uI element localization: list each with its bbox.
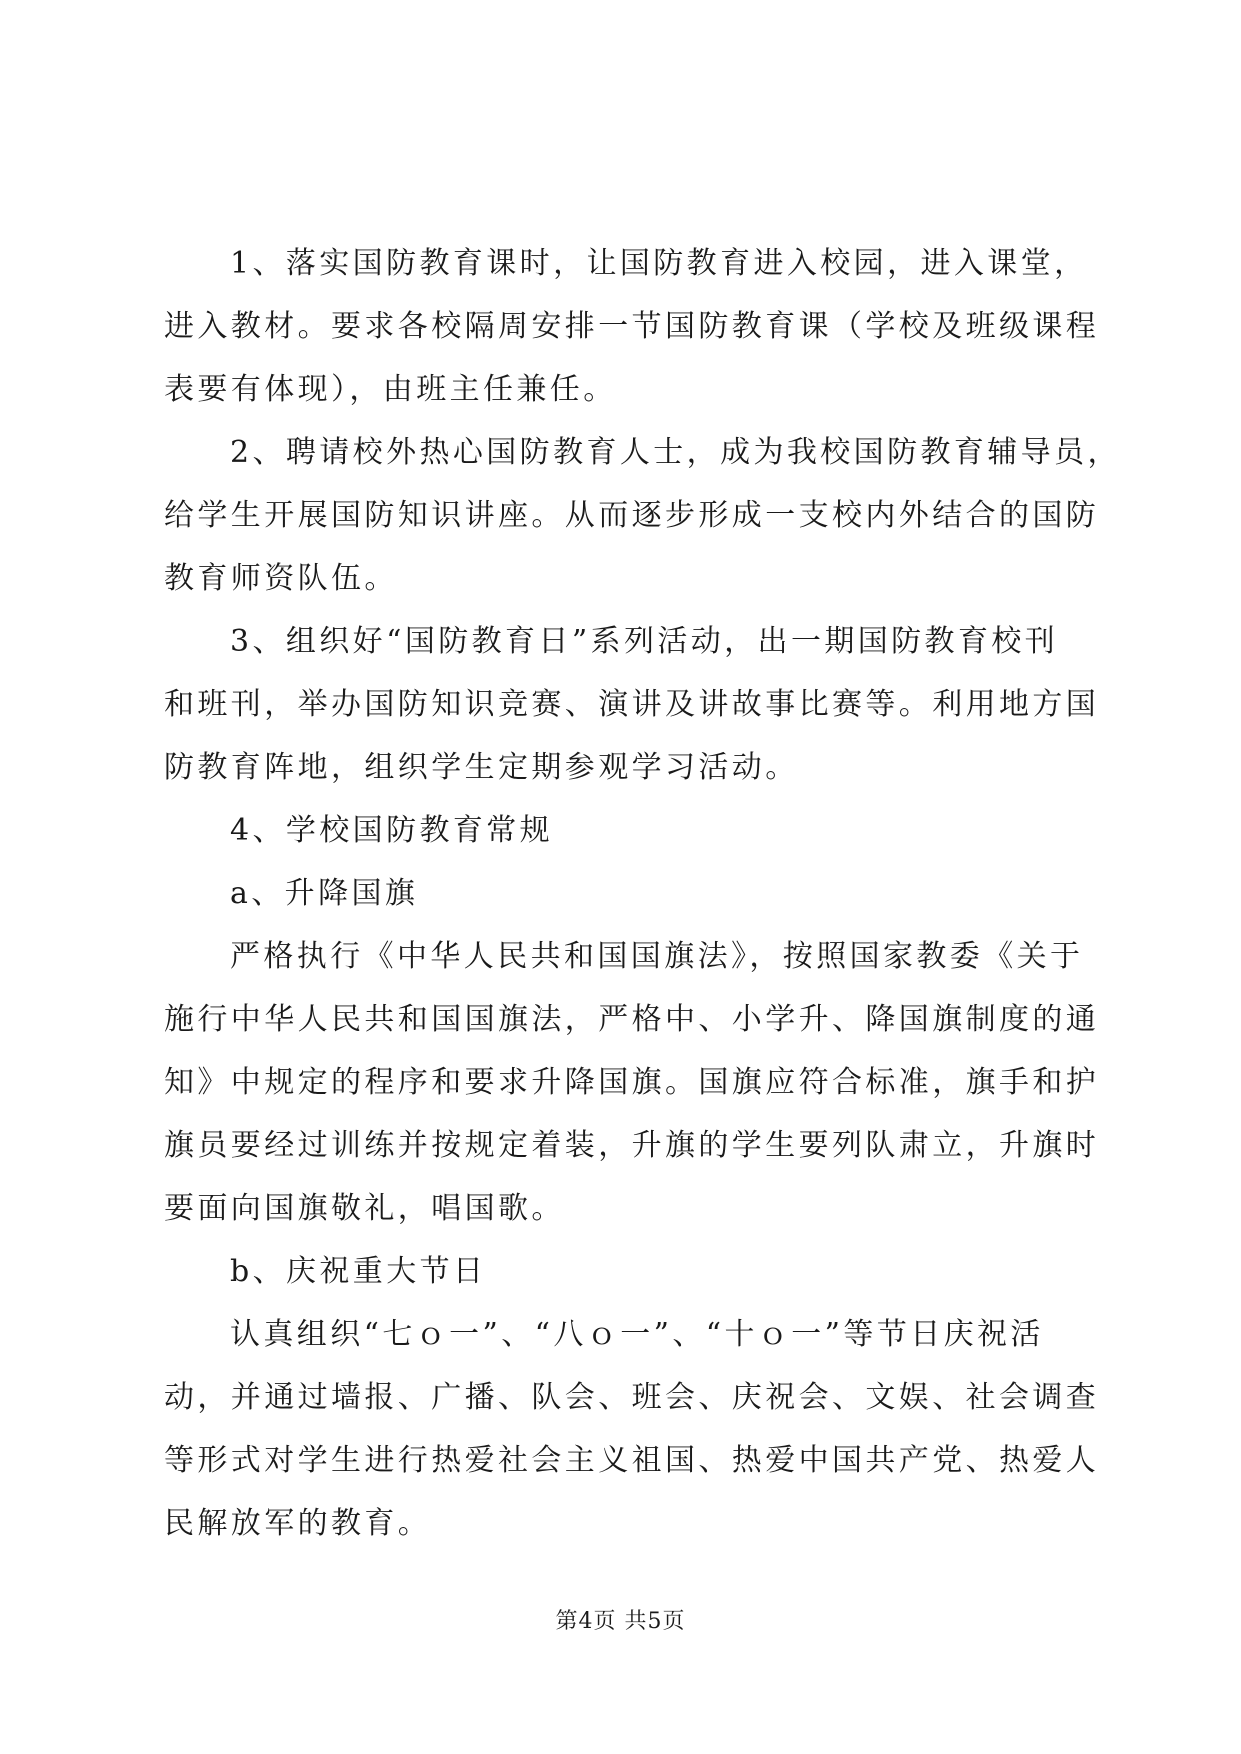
paragraph-line: 给学生开展国防知识讲座。从而逐步形成一支校内外结合的国防 [164, 498, 1100, 533]
paragraph-line: 知》中规定的程序和要求升降国旗。国旗应符合标准，旗手和护 [164, 1065, 1100, 1100]
paragraph-2 [164, 421, 1121, 610]
paragraph-line: 施行中华人民共和国国旗法，严格中、小学升、降国旗制度的通 [164, 1002, 1100, 1037]
paragraph-line: 表要有体现），由班主任兼任。 [164, 372, 617, 407]
paragraph-line: 教育师资队伍。 [164, 561, 398, 596]
subsection-heading-a [164, 862, 1084, 925]
paragraph-line: 民解放军的教育。 [164, 1506, 432, 1541]
paragraph-flag-raising [164, 925, 1100, 1240]
paragraph-3 [164, 610, 1100, 799]
section-heading-4 [164, 799, 1084, 862]
heading-line: b、庆祝重大节日 [230, 1254, 487, 1289]
paragraph-line: 要面向国旗敬礼，唱国歌。 [164, 1191, 565, 1226]
paragraph-line: 认真组织“七ｏ一”、“八ｏ一”、“十ｏ一”等节日庆祝活 [230, 1317, 1044, 1352]
paragraph-holidays [164, 1303, 1100, 1555]
paragraph-line: 2、聘请校外热心国防教育人士，成为我校国防教育辅导员， [230, 435, 1121, 470]
paragraph-line: 1、落实国防教育课时，让国防教育进入校园，进入课堂， [230, 246, 1088, 281]
document-body [164, 232, 1121, 1555]
heading-line: 4、学校国防教育常规 [230, 813, 554, 848]
paragraph-line: 严格执行《中华人民共和国国旗法》，按照国家教委《关于 [230, 939, 1084, 974]
paragraph-line: 进入教材。要求各校隔周安排一节国防教育课（学校及班级课程 [164, 309, 1100, 344]
paragraph-line: 旗员要经过训练并按规定着装，升旗的学生要列队肃立，升旗时 [164, 1128, 1100, 1163]
subsection-heading-b [164, 1240, 1084, 1303]
paragraph-line: 等形式对学生进行热爱社会主义祖国、热爱中国共产党、热爱人 [164, 1443, 1100, 1478]
paragraph-1 [164, 232, 1100, 421]
paragraph-line: 防教育阵地，组织学生定期参观学习活动。 [164, 750, 799, 785]
page-number-footer: 第4页 共5页 [555, 1609, 686, 1634]
paragraph-line: 动，并通过墙报、广播、队会、班会、庆祝会、文娱、社会调查 [164, 1380, 1100, 1415]
paragraph-line: 和班刊，举办国防知识竞赛、演讲及讲故事比赛等。利用地方国 [164, 687, 1100, 722]
heading-line: a、升降国旗 [230, 876, 419, 911]
paragraph-line: 3、组织好“国防教育日”系列活动，出一期国防教育校刊 [230, 624, 1059, 659]
